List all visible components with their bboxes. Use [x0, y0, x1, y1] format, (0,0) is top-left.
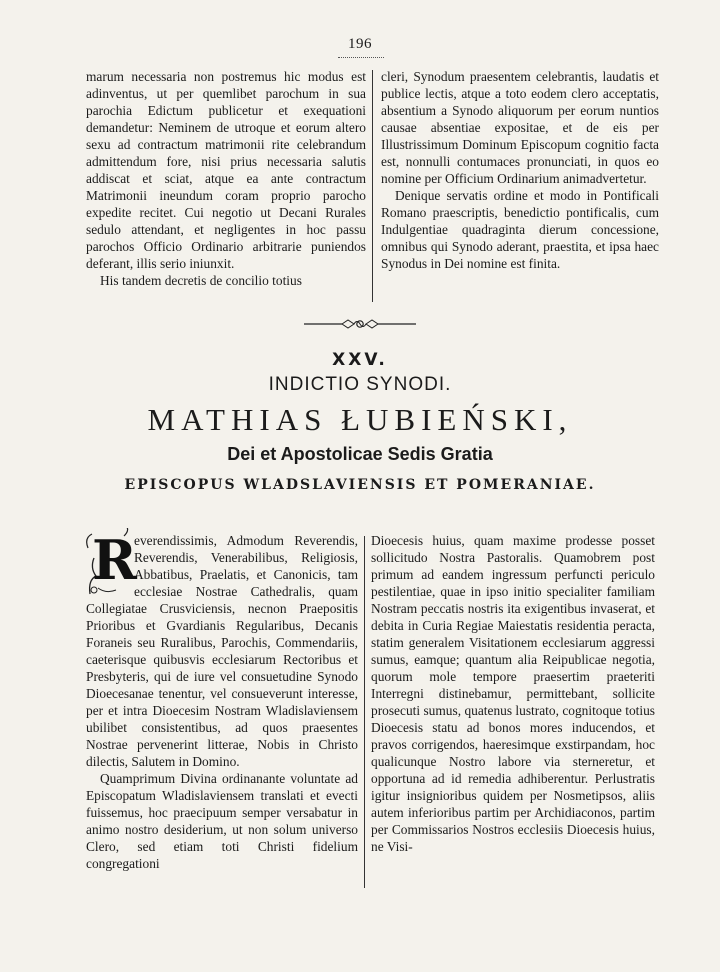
top-left-column	[86, 68, 366, 289]
top-right-paragraph-2: Denique servatis ordine et modo in Pontificali Romano praescriptis, benedictio pontificalis, cum Indulgentiae quadraginta dierum concessione, omnibus qui Synodo aderant, praestita, et ipsa haec Synodus in Dei nomine est finita.	[381, 188, 659, 271]
ornament-divider	[300, 318, 420, 330]
column-divider-bottom	[364, 536, 365, 888]
section-number: XXV.	[332, 350, 388, 370]
top-left-paragraph-2: His tandem decretis de concilio totius	[100, 273, 302, 288]
drop-cap	[86, 528, 137, 598]
column-divider-top	[372, 70, 373, 302]
bottom-left-paragraph-1: everendissimis, Admodum Reverendis, Reverendis, Venerabilibus, Religiosis, Abbatibus, Praelatis, et Canonicis, tam ecclesiae Nostrae Cathedralis, quam Collegiatae Crusviciensis, necnon Praepositis Prioribus et Gvardianis Regularibus, Decanis Foraneis seu Ruralibus, Parochis, Commendariis, caeterisque quibusvis ecclesiarum Rectoribus et Presbyteris, qui de iure vel consuetudine Synodo Dioecesanae tenentur, vel consueverunt interesse, per et intra Dioecesim Nostram Wladislaviensem ubilibet consistentibus, ad quos praesentes Nostrae pervenerint litterae, Nobis in Christo dilectis, Salutem in Domino.	[86, 533, 358, 769]
bottom-left-column	[86, 528, 358, 872]
heading-episcopus: EPISCOPUS WLADSLAVIENSIS ET POMERANIAE.	[124, 477, 596, 493]
heading-indictio: INDICTIO SYNODI.	[268, 374, 452, 395]
page-number-rule	[338, 57, 384, 58]
bottom-right-column	[371, 532, 655, 855]
top-right-column	[381, 68, 659, 272]
page-number: 196	[348, 36, 372, 52]
top-right-paragraph-1: cleri, Synodum praesentem celebrantis, laudatis et publice lectis, atque a toto eodem clero acceptatis, absentium a Synodo aliquorum per eorum nuntios causae absentiae expositae, et de eis per Illustrissimum Dominum Episcopum cognitio facta est, nonnulli contumaces pronunciati, in quos eo nomine per Officium Ordinarium animadvertetur.	[381, 69, 659, 186]
bottom-left-paragraph-2: Quamprimum Divina ordinanante voluntate ad Episcopatum Wladislaviensem translati et evecti fuissemus, hoc praecipuum semper versabatur in animo nostro desiderium, ut non solum universo Clero, sed etiam toti Christi fidelium congregationi	[86, 771, 358, 871]
drop-cap-letter: R	[92, 528, 137, 592]
bottom-right-paragraph: Dioecesis huius, quam maxime prodesse posset sollicitudo Nostra Pastoralis. Quamobrem post primum ad eandem ingressum perfuncti periculo pestilentiae, quae in ipso initio specialiter familiam Nostram peccatis nostris ita exigentibus invaserat, et debita in Curia Regiae Maiestatis residentia peracta, statim generalem Visitationem ecclesiarum aggressi sumus, eamque; quantum alia Reipublicae negotia, quorum mole tempore praesertim praeteriti Interregni distinebamur, permittebant, sollicite prosecuti sumus, quatenus lustrato, cognitoque totius Dioecesis statu ad bonos mores inducendos, et pravos corrigendos, haeresimque exstirpandam, hoc qualicunque Nostro labore via sterneretur, et opportuna ad id remedia adhiberentur. Perlustratis igitur insignioribus quidem per Nosmetipsos, aliis autem inferioribus partim per Archidiaconos, partim per Commissarios Nostros ecclesiis Dioecesis huius, ne Visi-	[371, 533, 655, 854]
heading-gratia: Dei et Apostolicae Sedis Gratia	[227, 444, 493, 464]
top-left-paragraph-1: marum necessaria non postremus hic modus est adinventus, ut per quemlibet parochum in sua parochia Edictum publicetur et exequationi demandetur: Neminem de utroque et eorum altero sexu ad contractum matrimonii rite celebrandum admittendum fore, nisi prius necessaria salutis addiscat et sciat, atque ea ante contractum Matrimonii ineundum coram proprio parocho expedite recitet. Cui negotio ut Decani Rurales sedulo attendant, et negligentes in hoc passu parochos Officio Ordinario arbitrarie puniendos deferant, illis serio iniunxit.	[86, 69, 366, 271]
heading-name: MATHIAS ŁUBIEŃSKI,	[147, 402, 573, 437]
